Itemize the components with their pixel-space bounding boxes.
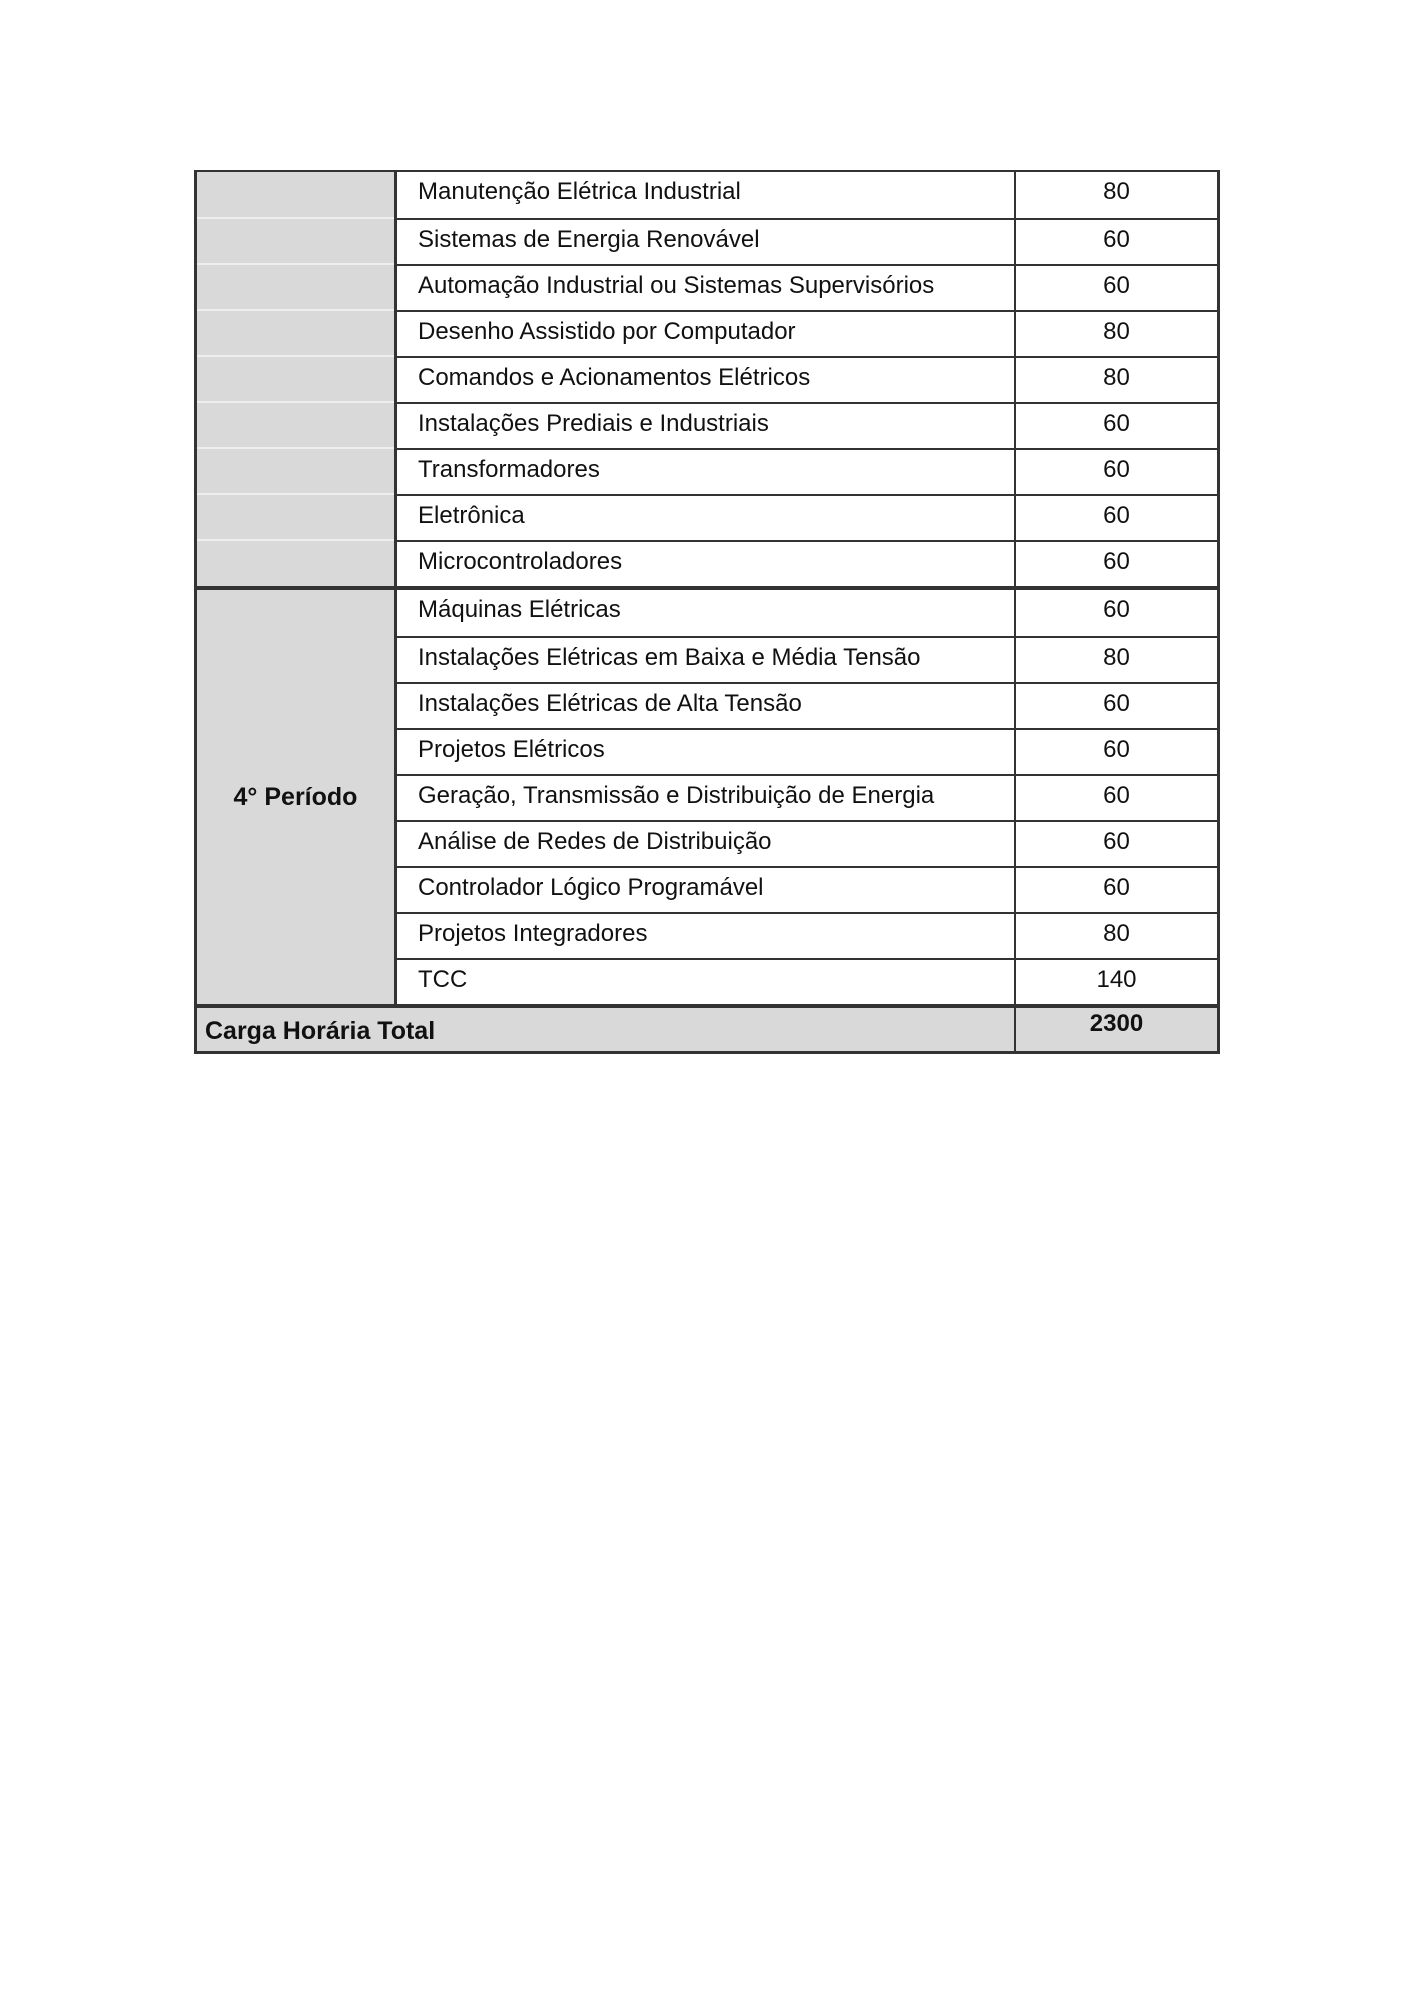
subject-cell: Desenho Assistido por Computador	[418, 318, 796, 345]
faint-gridline	[197, 493, 394, 495]
period-cell-upper	[197, 172, 397, 586]
table-row	[397, 540, 1217, 586]
table-row	[397, 590, 1217, 636]
hours-cell: 80	[1014, 172, 1217, 218]
subject-cell: Sistemas de Energia Renovável	[418, 226, 760, 253]
table-row	[397, 728, 1217, 774]
total-row	[197, 1004, 1217, 1051]
hours-cell: 60	[1014, 822, 1217, 866]
faint-gridline	[197, 401, 394, 403]
subject-cell: Microcontroladores	[418, 548, 623, 575]
hours-cell: 60	[1014, 404, 1217, 448]
table-row	[397, 172, 1217, 218]
subject-cell: Eletrônica	[418, 502, 525, 529]
period-label: 4° Período	[233, 782, 358, 811]
table-row	[397, 912, 1217, 958]
hours-cell: 60	[1014, 542, 1217, 586]
total-label: Carga Horária Total	[205, 1017, 436, 1045]
faint-gridline	[197, 217, 394, 219]
subject-cell: Manutenção Elétrica Industrial	[418, 178, 741, 205]
table-row	[397, 494, 1217, 540]
subject-cell: Controlador Lógico Programável	[418, 874, 764, 901]
subject-cell: Instalações Elétricas de Alta Tensão	[418, 690, 802, 717]
subject-cell: Automação Industrial ou Sistemas Supervisórios	[418, 272, 935, 299]
subject-cell: TCC	[418, 966, 468, 993]
period-section-lower	[197, 586, 1217, 1004]
table-row	[397, 218, 1217, 264]
hours-cell: 60	[1014, 730, 1217, 774]
faint-gridline	[197, 309, 394, 311]
hours-cell: 60	[1014, 496, 1217, 540]
subject-rows-upper	[397, 172, 1217, 586]
subject-cell: Geração, Transmissão e Distribuição de Energia	[418, 782, 935, 809]
subject-cell: Máquinas Elétricas	[418, 596, 621, 623]
hours-cell: 140	[1014, 960, 1217, 1004]
period-section-upper	[197, 172, 1217, 586]
subject-cell: Projetos Integradores	[418, 920, 648, 947]
table-row	[397, 310, 1217, 356]
table-row	[397, 264, 1217, 310]
hours-cell: 80	[1014, 358, 1217, 402]
faint-gridline	[197, 263, 394, 265]
hours-cell: 60	[1014, 450, 1217, 494]
curriculum-table	[194, 170, 1220, 1054]
table-row	[397, 402, 1217, 448]
table-row	[397, 866, 1217, 912]
table-row	[397, 774, 1217, 820]
hours-cell: 60	[1014, 590, 1217, 636]
faint-gridline	[197, 539, 394, 541]
subject-cell: Comandos e Acionamentos Elétricos	[418, 364, 811, 391]
hours-cell: 60	[1014, 684, 1217, 728]
hours-cell: 60	[1014, 220, 1217, 264]
table-row	[397, 820, 1217, 866]
table-row	[397, 448, 1217, 494]
subject-cell: Instalações Elétricas em Baixa e Média Tensão	[418, 644, 921, 671]
hours-cell: 80	[1014, 638, 1217, 682]
total-hours: 2300	[1014, 1008, 1217, 1051]
subject-rows-lower	[397, 590, 1217, 1004]
faint-gridline	[197, 355, 394, 357]
hours-cell: 60	[1014, 266, 1217, 310]
hours-cell: 80	[1014, 914, 1217, 958]
hours-cell: 80	[1014, 312, 1217, 356]
table-row	[397, 682, 1217, 728]
period-cell-lower	[197, 590, 397, 1004]
table-row	[397, 636, 1217, 682]
subject-cell: Projetos Elétricos	[418, 736, 605, 763]
subject-cell: Análise de Redes de Distribuição	[418, 828, 772, 855]
subject-cell: Transformadores	[418, 456, 600, 483]
table-row	[397, 958, 1217, 1004]
faint-gridline	[197, 447, 394, 449]
hours-cell: 60	[1014, 868, 1217, 912]
subject-cell: Instalações Prediais e Industriais	[418, 410, 769, 437]
hours-cell: 60	[1014, 776, 1217, 820]
table-row	[397, 356, 1217, 402]
